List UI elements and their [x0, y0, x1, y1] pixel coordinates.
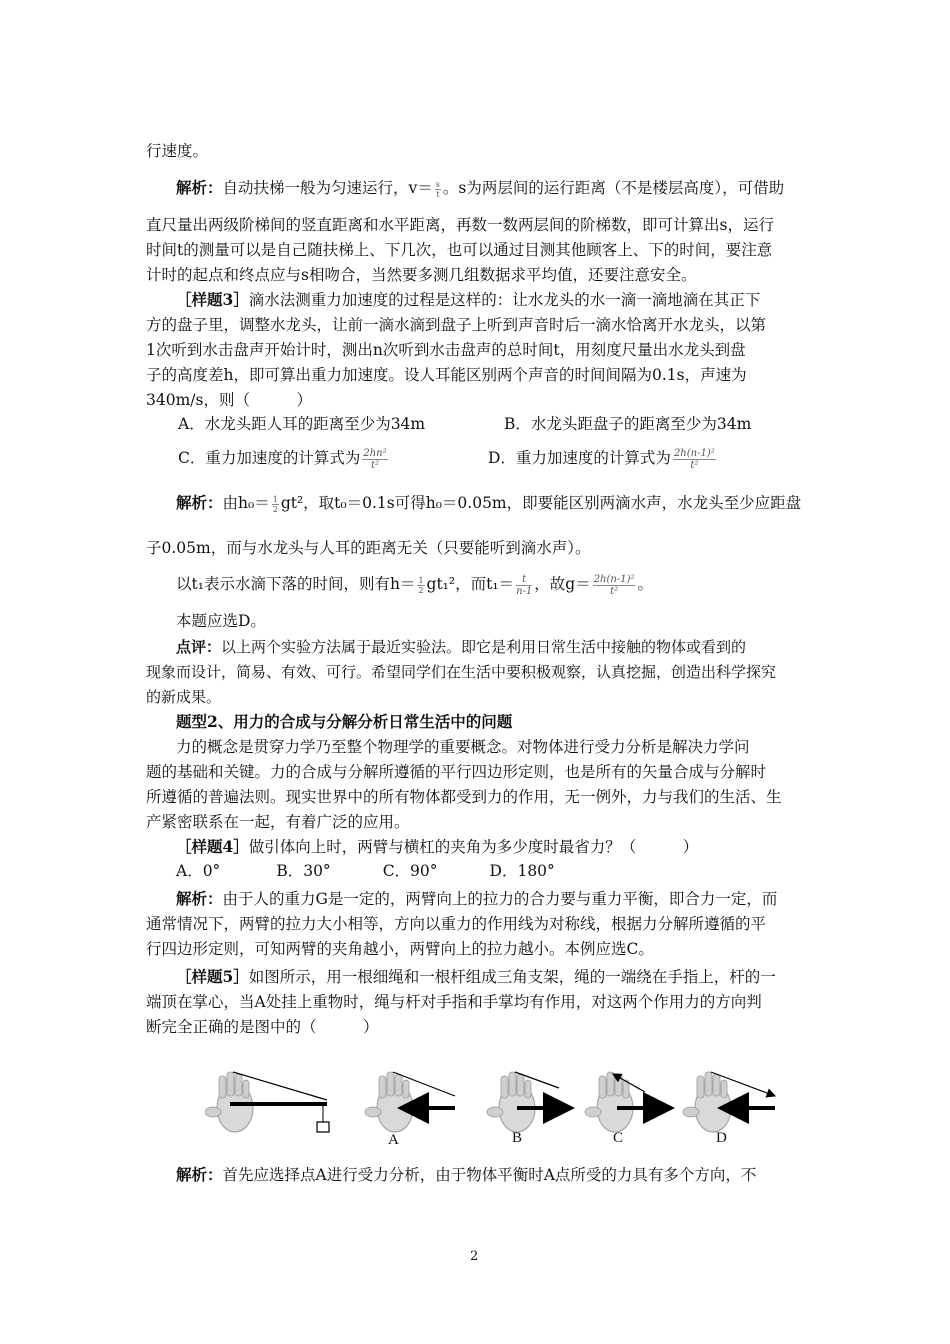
fraction: $\frac{1}{2}$: [272, 494, 278, 514]
text-line: 通常情况下，两臂的拉力大小相等，方向以重力的作用线为对称线，根据力分解所遵循的平: [146, 915, 767, 933]
text-line: 解析：由h₀＝ $\frac{1}{2}$ gt²，取t₀＝0.1s可得h₀＝0.05m，即要能区别两滴水声，水龙头至少应距盘: [176, 493, 802, 514]
option-a: A．水龙头距人耳的距离至少为34m: [178, 415, 426, 433]
text-line: 行四边形定则，可知两臂的夹角越小，两臂向上的拉力越小。本例应选C。: [146, 940, 654, 958]
text-line: 题的基础和关键。力的合成与分解所遵循的平行四边形定则，也是所有的矢量合成与分解时: [146, 763, 767, 781]
main-hand: [205, 1072, 329, 1132]
text-line: 的新成果。: [146, 688, 222, 706]
text-line: ［样题5］如图所示，用一根细绳和一根杆组成三角支架，绳的一端绕在手指上，杆的一: [176, 967, 776, 986]
text-line: 计时的起点和终点应与s相吻合，当然要多测几组数据求平均值，还要注意安全。: [146, 266, 697, 284]
text-line: 时间t的测量可以是自己随扶梯上、下几次，也可以通过目测其他顾客上、下的时间，要注意: [146, 241, 773, 259]
text-line: 1次听到水击盘声开始计时，测出n次听到水击盘声的总时间t，用刻度尺量出水龙头到盘: [146, 341, 746, 359]
text-line: 行速度。: [146, 142, 209, 160]
text-line: A．0° B．30° C．90° D．180°: [176, 862, 555, 880]
text-line: 解析：由于人的重力G是一定的，两臂向上的拉力的合力要与重力平衡，即合力一定，而: [176, 889, 778, 908]
text-line: 子的高度差h，即可算出重力加速度。设人耳能区别两个声音的时间间隔为0.1s，声速为: [146, 366, 747, 384]
option-c: C．重力加速度的计算式为 $\frac{\text{2hn²}}{\text{t²}}$: [178, 447, 387, 471]
text-line: 断完全正确的是图中的（ ）: [146, 1018, 379, 1036]
option-b: B．水龙头距盘子的距离至少为34m: [504, 415, 752, 433]
option-a-diagram: [365, 1072, 455, 1132]
option-d: D．重力加速度的计算式为 $\frac{\text{2h(n-1)²}}{\text{t²}}$: [488, 447, 715, 471]
fraction: $\frac{\text{2hn²}}{\text{t²}}$: [363, 447, 387, 471]
option-b-diagram: [487, 1072, 571, 1132]
fraction: $\frac{s}{t}$: [435, 179, 440, 199]
text-line: 以t₁表示水滴下落的时间，则有h＝ $\frac{1}{2}$ gt₁²，而t₁＝ $\frac{t}{n-1}$ ，故g＝ $\frac{\text{2h(n-1)²}}{\text{t²}}$ 。: [176, 573, 653, 597]
text-line: 本题应选D。: [176, 612, 266, 630]
text-line: 340m/s，则（ ）: [146, 391, 312, 409]
text-line: 解析：自动扶梯一般为匀速运行，v＝ $\frac{s}{t}$ 。s为两层间的运行距离（不是楼层高度），可借助: [176, 178, 785, 199]
hand-bracket-diagram: [205, 1058, 785, 1158]
fraction: $\frac{\text{2h(n-1)²}}{\text{t²}}$: [673, 447, 715, 471]
text-line: 产紧密联系在一起，有着广泛的应用。: [146, 813, 410, 831]
figure-label-b: B: [512, 1130, 523, 1146]
figure-label-d: D: [716, 1130, 727, 1146]
text-line: 端顶在掌心，当A处挂上重物时，绳与杆对手指和手掌均有作用，对这两个作用力的方向判: [146, 993, 762, 1011]
option-c-diagram: [585, 1072, 671, 1132]
text-line: 子0.05m，而与水龙头与人耳的距离无关（只要能听到滴水声）。: [146, 539, 591, 557]
text-line: 所遵循的普遍法则。现实世界中的所有物体都受到力的作用，无一例外，力与我们的生活、生: [146, 788, 782, 806]
section-heading: 题型2、用力的合成与分解分析日常生活中的问题: [176, 712, 513, 731]
figure-label-a: A: [388, 1132, 399, 1148]
text-line: 直尺量出两级阶梯间的竖直距离和水平距离，再数一数两层间的阶梯数，即可计算出s，运行: [146, 216, 774, 234]
text-line: 力的概念是贯穿力学乃至整个物理学的重要概念。对物体进行受力分析是解决力学问: [176, 738, 750, 756]
page-number: 2: [470, 1249, 479, 1264]
option-d-diagram: [683, 1072, 775, 1132]
text-line: 解析：首先应选择点A进行受力分析，由于物体平衡时A点所受的力具有多个方向，不: [176, 1165, 757, 1184]
text-line: 现象而设计，简易、有效、可行。希望同学们在生活中要积极观察，认真挖掘，创造出科学探究: [146, 663, 777, 681]
figure-label-c: C: [613, 1130, 624, 1146]
fraction: $\frac{t}{n-1}$: [516, 573, 533, 597]
text-line: ［样题4］做引体向上时，两臂与横杠的夹角为多少度时最省力？（ ）: [176, 837, 699, 856]
force-diagram-figure: [205, 1058, 785, 1158]
fraction: $\frac{1}{2}$: [418, 575, 424, 595]
text-line: ［样题3］滴水法测重力加速度的过程是这样的：让水龙头的水一滴一滴地滴在其正下: [176, 290, 761, 309]
text-line: 方的盘子里，调整水龙头，让前一滴水滴到盘子上听到声音时后一滴水恰离开水龙头，以第: [146, 316, 767, 334]
fraction: $\frac{\text{2h(n-1)²}}{\text{t²}}$: [593, 573, 635, 597]
text-line: 点评：以上两个实验方法属于最近实验法。即它是利用日常生活中接触的物体或看到的: [176, 638, 747, 656]
